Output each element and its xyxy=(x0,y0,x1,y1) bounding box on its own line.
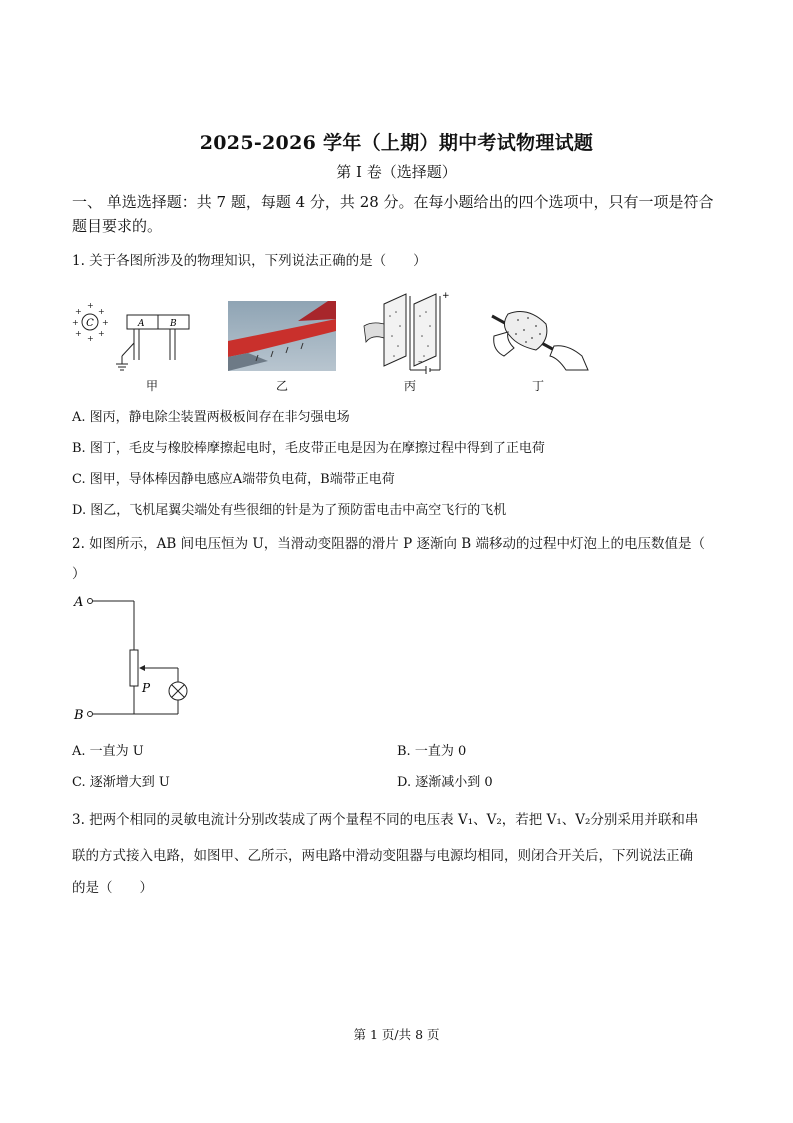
q2-option-d: D. 逐渐减小到 0 xyxy=(397,775,493,790)
figure-label-yi: 乙 xyxy=(275,379,288,393)
svg-text:+: + xyxy=(75,329,82,338)
q2-option-b: B. 一直为 0 xyxy=(397,744,467,759)
page-footer: 第 1 页/共 8 页 xyxy=(353,1027,440,1042)
q2-option-a: A. 一直为 U xyxy=(72,744,144,759)
figure-label-bing: 丙 xyxy=(403,379,416,393)
rod-end-a: A xyxy=(138,319,145,329)
terminal-a-label: A xyxy=(74,595,84,610)
figure-jia-induction xyxy=(70,298,200,373)
svg-text:+: + xyxy=(442,291,450,301)
slider-p-label: P xyxy=(142,681,151,695)
page-title: 2025-2026 学年（上期）期中考试物理试题 xyxy=(199,132,594,154)
q2-option-c: C. 逐渐增大到 U xyxy=(72,775,170,790)
figure-ding-fur-rod xyxy=(488,306,592,372)
svg-text:+: + xyxy=(102,318,109,327)
svg-text:–: – xyxy=(418,357,423,367)
svg-text:+: + xyxy=(75,307,82,316)
figure-label-jia: 甲 xyxy=(145,379,158,393)
svg-text:+: + xyxy=(98,329,105,338)
question-1-stem: 1. 关于各图所涉及的物理知识，下列说法正确的是（ ） xyxy=(72,253,427,269)
q1-option-d: D. 图乙，飞机尾翼尖端处有些很细的针是为了预防雷电击中高空飞行的飞机 xyxy=(72,503,507,518)
svg-text:+: + xyxy=(72,318,79,327)
question-3-line3: 的是（ ） xyxy=(72,880,153,896)
question-3-line1: 3. 把两个相同的灵敏电流计分别改装成了两个量程不同的电压表 V₁、V₂，若把 V₁、V₂分别采用并联和串 xyxy=(72,812,699,828)
q1-option-b: B. 图丁，毛皮与橡胶棒摩擦起电时，毛皮带正电是因为在摩擦过程中得到了正电荷 xyxy=(72,441,545,456)
question-2-stem-line2: ） xyxy=(72,566,86,582)
figure-bing-precipitator xyxy=(362,286,452,376)
terminal-b-label: B xyxy=(74,708,84,723)
question-3-line2: 联的方式接入电路，如图甲、乙所示，两电路中滑动变阻器与电源均相同，则闭合开关后，下列说法正确 xyxy=(72,848,693,864)
figure-q2-circuit xyxy=(70,590,200,725)
charge-label: C xyxy=(86,318,94,329)
section-heading: 一、 单选选择题：共 7 题，每题 4 分，共 28 分。在每小题给出的四个选项中，只有一项是符合题目要求的。 xyxy=(72,193,714,235)
figure-label-ding: 丁 xyxy=(531,379,544,393)
figure-yi-aircraft-wing xyxy=(228,301,336,371)
question-2-stem-line1: 2. 如图所示，AB 间电压恒为 U，当滑动变阻器的滑片 P 逐渐向 B 端移动的过程中灯泡上的电压数值是（ xyxy=(72,536,705,552)
svg-text:+: + xyxy=(87,334,94,343)
q1-option-a: A. 图丙，静电除尘装置两极板间存在非匀强电场 xyxy=(72,410,350,425)
svg-text:+: + xyxy=(87,301,94,310)
q1-option-c: C. 图甲，导体棒因静电感应A端带负电荷，B端带正电荷 xyxy=(72,472,395,487)
svg-text:+: + xyxy=(98,307,105,316)
rod-end-b: B xyxy=(170,319,177,329)
section-subtitle: 第 I 卷（选择题） xyxy=(336,163,457,181)
